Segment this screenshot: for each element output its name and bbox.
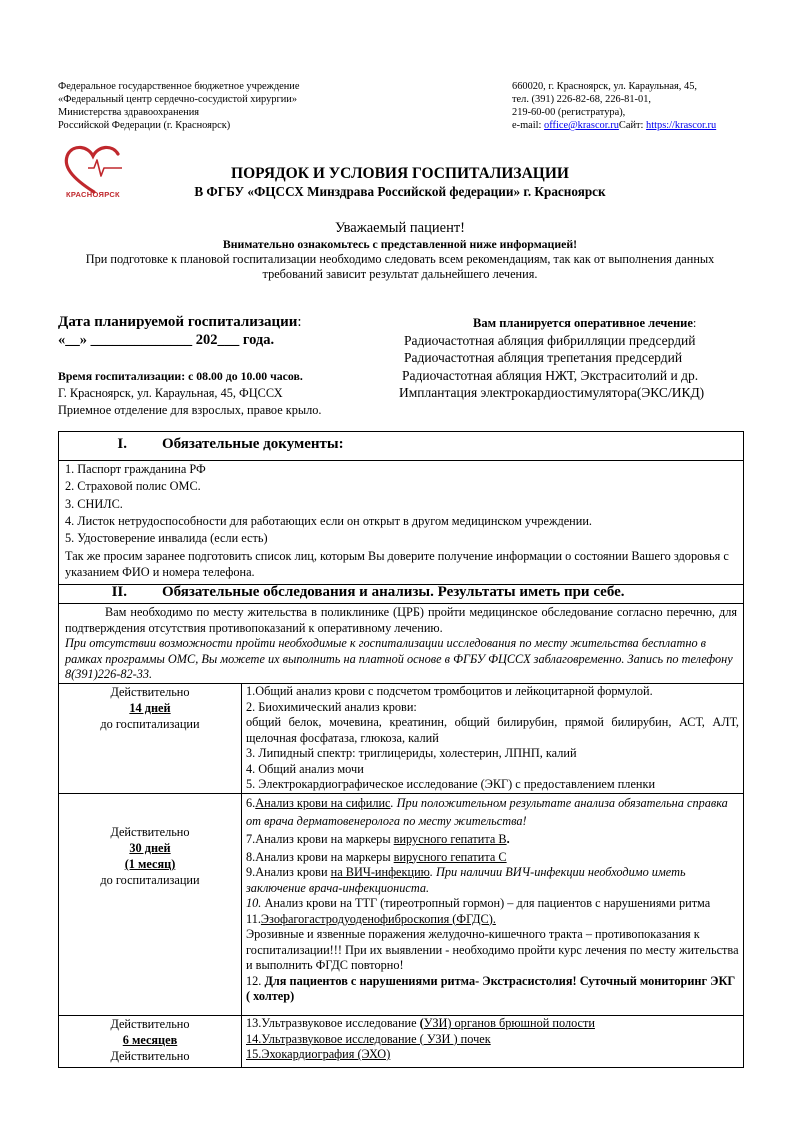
site-label: Сайт:: [618, 120, 647, 131]
email-site-line: [512, 119, 772, 132]
section-heading: I. Обязательные документы:: [59, 432, 743, 461]
email-link[interactable]: office@krascor.ru: [544, 120, 619, 131]
tests-table: [58, 683, 744, 1068]
address-line: Г. Красноярск, ул. Караульная, 45, ФЦССХ: [58, 386, 283, 400]
operations-heading: Вам планируется оперативное лечение:: [473, 316, 697, 330]
tests-paid-note: При отсутствии возможности пройти необходимые к госпитализации исследования по месту жительства бесплатно в рамках программы ОМС, Вы можете их выполнить на платной основе в ФГБУ ФЦССХ заблаговременно. Запись по телефону 8(391)226-82-33.: [65, 636, 733, 681]
section-documents: [58, 431, 744, 585]
operation-item: Имплантация электрокардиостимулятора(ЭКС/ИКД): [399, 384, 705, 400]
tests-intro: Вам необходимо по месту жительства в поликлинике (ЦРБ) пройти медицинское обследование согласно перечню, для подтверждения отсутствия противопоказаний к оперативному лечению.: [65, 605, 737, 635]
table-row: [59, 1016, 744, 1068]
section-heading: II. Обязательные обследования и анализы. Результаты иметь при себе.: [59, 584, 743, 604]
table-row: [59, 684, 744, 794]
attention-text: Внимательно ознакомьтесь с представленной ниже информацией!: [222, 237, 578, 251]
institution-line: Министерства здравоохранения: [58, 107, 200, 118]
date-heading: Дата планируемой госпитализации:: [58, 314, 302, 330]
list-item: 3. СНИЛС.: [65, 496, 123, 511]
institution-name-block: [58, 80, 388, 132]
preparation-text: При подготовке к плановой госпитализации необходимо следовать всем рекомендациям, так как от выполнения данных требований зависит результат дальнейшего лечения.: [85, 252, 715, 281]
phone-text-2: 219-60-00 (регистратура),: [512, 107, 626, 118]
institution-line: Федеральное государственное бюджетное учреждение: [58, 81, 300, 92]
tests-cell: 13.Ультразвуковое исследование (УЗИ) органов брюшной полости 14.Ультразвуковое исследование ( УЗИ ) почек 15.Эхокардиография (ЭХО): [242, 1016, 744, 1068]
list-item: 2. Страховой полис ОМС.: [65, 479, 201, 494]
documents-note: Так же просим заранее подготовить список лиц, которым Вы доверите получение информации о состоянии Вашего здоровья с указанием ФИО и номера телефона.: [65, 549, 729, 580]
table-row: [59, 794, 744, 1016]
list-item: 4. Листок нетрудоспособности для работающих если он открыт в другом медицинском учреждении.: [65, 513, 593, 528]
validity-cell: Действительно 14 дней до госпитализации: [59, 684, 242, 794]
site-link[interactable]: https://krascor.ru: [646, 120, 717, 131]
operation-item: Радиочастотная абляция трепетания предсердий: [404, 350, 683, 366]
phone-text: тел. (391) 226-82-68, 226-81-01,: [512, 94, 652, 105]
list-item: 5. Удостоверение инвалида (если есть): [65, 531, 268, 546]
email-label: e-mail:: [512, 120, 545, 131]
validity-cell: Действительно 6 месяцев Действительно: [59, 1016, 242, 1068]
greeting: Уважаемый пациент!: [335, 220, 465, 236]
operation-item: Радиочастотная абляция фибрилляции предсердий: [404, 333, 696, 348]
date-field-line: «__» ______________ 202___ года.: [58, 332, 275, 348]
list-item: 1. Паспорт гражданина РФ: [65, 462, 206, 476]
institution-line: «Федеральный центр сердечно-сосудистой хирургии»: [58, 94, 298, 105]
address-text: 660020, г. Красноярск, ул. Караульная, 45,: [512, 81, 697, 92]
page-title: ПОРЯДОК И УСЛОВИЯ ГОСПИТАЛИЗАЦИИ: [231, 165, 569, 182]
institution-line: Российской Федерации (г. Красноярск): [58, 120, 231, 131]
logo-city-text: КРАСНОЯРСК: [66, 190, 120, 199]
contacts-block: [512, 80, 772, 132]
operation-item: Радиочастотная абляция НЖТ, Экстраситолий и др.: [402, 367, 699, 383]
documents-list: [59, 461, 743, 580]
validity-cell: Действительно 30 дней (1 месяц) до госпитализации: [59, 794, 242, 1016]
time-text: Время госпитализации: с 08.00 до 10.00 часов.: [58, 369, 303, 383]
operations-list: [398, 332, 758, 401]
page-subtitle: В ФГБУ «ФЦССХ Минздрава Российской федерации» г. Красноярск: [194, 184, 606, 199]
section-tests: [58, 584, 744, 684]
tests-cell: 6.Анализ крови на сифилис. При положительном результате анализа обязательна справка от врача дерматовенеролога по месту жительства! 7.Анализ крови на маркеры вирусного гепатита В. 8.Анализ крови на маркеры вирусного гепатита С 9.Анализ крови на ВИЧ-инфекцию. При наличии ВИЧ-инфекции необходимо иметь заключение врача-инфекциониста. 10. Анализ крови на ТТГ (тиреотропный гормон) – для пациентов с нарушениями ритма 11.Эзофагогастродуоденофиброскопия (ФГДС). Эрозивные и язвенные поражения желудочно-кишечного тракта – противопоказания к госпитализации!!! При их выявлении - необходимо пройти курс лечения по месту жительства и выполнить ФГДС повторно! 12. Для пациентов с нарушениями ритма- Экстрасистолия! Суточный мониторинг ЭКГ ( холтер): [242, 794, 744, 1016]
tests-cell: 1.Общий анализ крови с подсчетом тромбоцитов и лейкоцитарной формулой. 2. Биохимический анализ крови: общий белок, мочевина, креатинин, общий билирубин, прямой билирубин, АСТ, АЛТ, щелочная фосфатаза, глюкоза, калий 3. Липидный спектр: триглицериды, холестерин, ЛПНП, калий 4. Общий анализ мочи 5. Электрокардиографическое исследование (ЭКГ) с предоставлением пленки: [242, 684, 744, 794]
reception-line: Приемное отделение для взрослых, правое крыло.: [58, 403, 322, 417]
